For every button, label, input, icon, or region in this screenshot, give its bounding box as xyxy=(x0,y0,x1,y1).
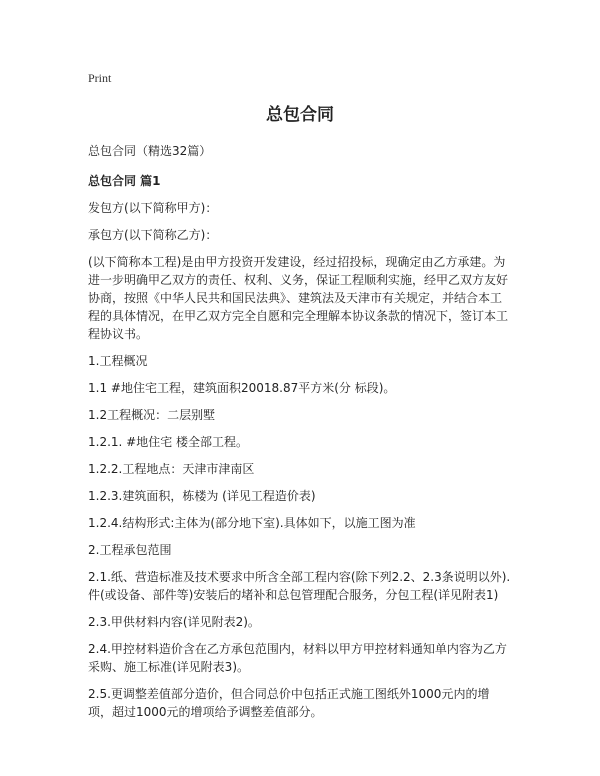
intro-paragraph: (以下简称本工程)是由甲方投资开发建设，经过招投标，现确定由乙方承建。为进一步明确甲乙双方的责任、权利、义务，保证工程顺利实施，经甲乙双方友好协商，按照《中华人民共和国民法典》、建筑法及天津市有关规定，并结合本工程的具体情况，在甲乙双方完全自愿和完全理解本协议条款的情况下，签订本工程协议书。 xyxy=(88,255,509,341)
heading-contract-scope: 2.工程承包范围 xyxy=(88,543,172,557)
party-a-line: 发包方(以下简称甲方)： xyxy=(88,201,218,215)
page-title: 总包合同 xyxy=(266,105,334,125)
clause-2-1: 2.1.纸、营造标准及技术要求中所含全部工程内容(除下列2.2、2.3条说明以外).件(或设备、部件等)安装后的堵补和总包管理配合服务，分包工程(详见附表1) xyxy=(88,570,511,602)
clause-1-2: 1.2工程概况：二层别墅 xyxy=(88,408,216,422)
clause-1-1: 1.1 #地住宅工程，建筑面积20018.87平方米(分 标段)。 xyxy=(88,381,396,395)
party-b-line: 承包方(以下简称乙方)： xyxy=(88,228,218,242)
clause-1-2-3: 1.2.3.建筑面积，栋楼为 (详见工程造价表) xyxy=(88,489,316,503)
clause-1-2-1: 1.2.1. #地住宅 楼全部工程。 xyxy=(88,435,249,449)
clause-2-5: 2.5.更调整差值部分造价，但合同总价中包括正式施工图纸外1000元内的增项，超过1000元的增项给予调整差值部分。 xyxy=(88,687,490,719)
clause-2-4: 2.4.甲控材料造价含在乙方承包范围内，材料以甲方甲控材料通知单内容为乙方采购、施工标准(详见附表3)。 xyxy=(88,642,507,674)
clause-1-2-4: 1.2.4.结构形式:主体为(部分地下室).具体如下，以施工图为准 xyxy=(88,516,416,530)
print-link[interactable]: Print xyxy=(88,71,112,85)
section-title: 总包合同 篇1 xyxy=(88,174,161,188)
clause-2-3: 2.3.甲供材料内容(详见附表2)。 xyxy=(88,615,260,629)
clause-1-2-2: 1.2.2.工程地点：天津市津南区 xyxy=(88,462,255,476)
document-subtitle: 总包合同（精选32篇） xyxy=(88,144,212,158)
heading-project-overview: 1.工程概况 xyxy=(88,354,148,368)
